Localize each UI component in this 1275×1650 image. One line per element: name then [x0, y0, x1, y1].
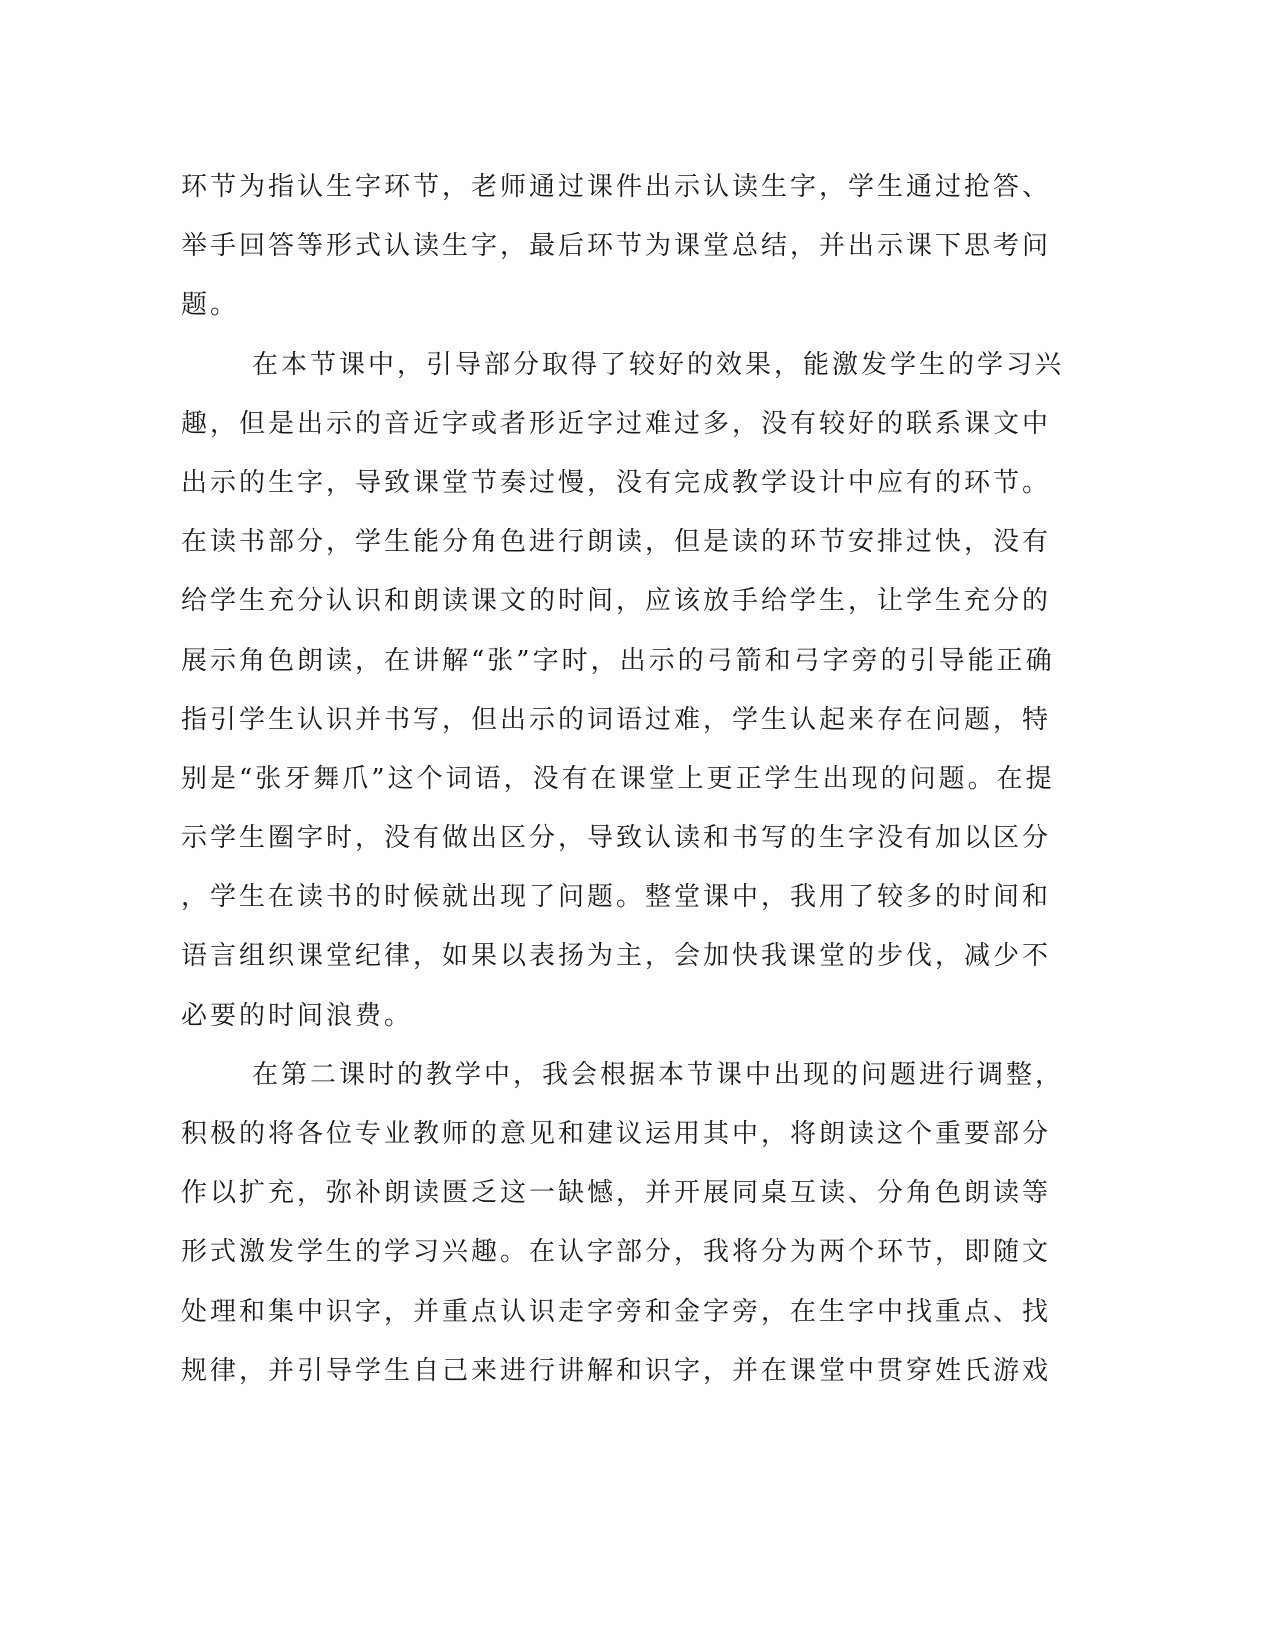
text-line: 作以扩充，弥补朗读匮乏这一缺憾，并开展同桌互读、分角色朗读等 [181, 1178, 1052, 1209]
text-line: 环节为指认生字环节，老师通过课件出示认读生字，学生通过抢答、 [181, 172, 1052, 202]
text-line: 指引学生认识并书写，但出示的词语过难，学生认起来存在问题，特 [181, 704, 1052, 735]
text-line: 积极的将各位专业教师的意见和建议运用其中，将朗读这个重要部分 [181, 1119, 1052, 1149]
text-line: 处理和集中识字，并重点认识走字旁和金字旁，在生字中找重点、找 [181, 1296, 1052, 1327]
text-line: 语言组织课堂纪律，如果以表扬为主，会加快我课堂的步伐，减少不 [181, 941, 1052, 972]
text-line: 别是“张牙舞爪”这个词语，没有在课堂上更正学生出现的问题。在提 [181, 763, 1055, 794]
text-line: 举手回答等形式认读生字，最后环节为课堂总结，并出示课下思考问 [181, 231, 1052, 262]
text-line: 给学生充分认识和朗读课文的时间，应该放手给学生，让学生充分的 [181, 586, 1052, 617]
text-line: 趣，但是出示的音近字或者形近字过难过多，没有较好的联系课文中 [181, 408, 1052, 439]
text-line: 题。 [181, 290, 240, 321]
text-line: 在读书部分，学生能分角色进行朗读，但是读的环节安排过快，没有 [181, 527, 1052, 558]
text-line: ，学生在读书的时候就出现了问题。整堂课中，我用了较多的时间和 [181, 882, 1052, 913]
paragraph-start-line: 在第二课时的教学中，我会根据本节课中出现的问题进行调整， [252, 1059, 1065, 1090]
text-line: 出示的生字，导致课堂节奏过慢，没有完成教学设计中应有的环节。 [181, 467, 1052, 498]
text-line: 必要的时间浪费。 [181, 1000, 414, 1031]
text-line: 示学生圈字时，没有做出区分，导致认读和书写的生字没有加以区分 [181, 823, 1052, 854]
body-text [181, 158, 1065, 1401]
text-line: 形式激发学生的学习兴趣。在认字部分，我将分为两个环节，即随文 [181, 1237, 1052, 1268]
text-line: 规律，并引导学生自己来进行讲解和识字，并在课堂中贯穿姓氏游戏 [181, 1355, 1052, 1386]
paragraph-start-line: 在本节课中，引导部分取得了较好的效果，能激发学生的学习兴 [252, 349, 1065, 380]
text-line: 展示角色朗读，在讲解“张”字时，出示的弓箭和弓字旁的引导能正确 [181, 645, 1055, 676]
